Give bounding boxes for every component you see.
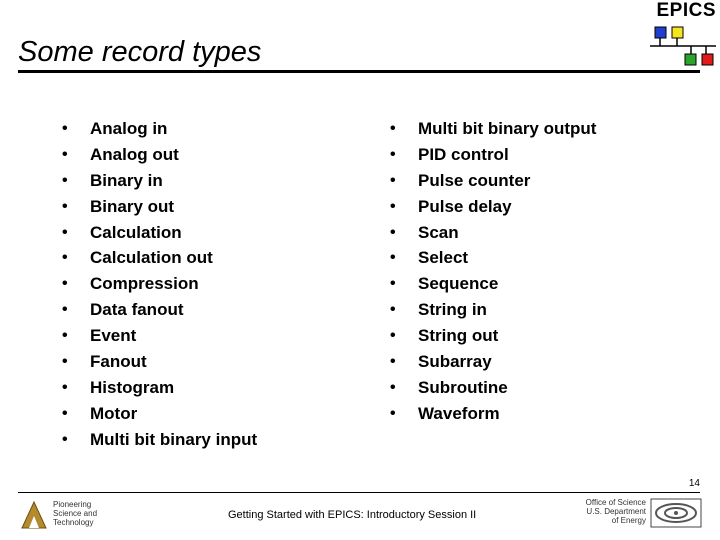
record-type-label: Pulse delay bbox=[418, 196, 512, 216]
record-type-label: Waveform bbox=[418, 403, 500, 423]
record-type-item bbox=[62, 271, 257, 297]
footer-divider bbox=[18, 492, 700, 493]
bullet-icon: • bbox=[390, 120, 396, 137]
record-type-label: Multi bit binary input bbox=[90, 429, 258, 449]
record-type-label: Multi bit binary output bbox=[418, 119, 597, 138]
bullet-icon: • bbox=[62, 378, 68, 396]
record-type-item bbox=[390, 142, 596, 168]
footer-left-line: Pioneering bbox=[53, 500, 92, 509]
doe-logo-icon bbox=[650, 498, 702, 528]
slide-title: Some record types bbox=[18, 36, 262, 68]
bullet-icon: • bbox=[390, 249, 396, 267]
record-type-item bbox=[62, 168, 257, 194]
footer-left-text bbox=[53, 500, 97, 527]
bullet-icon: • bbox=[62, 249, 68, 267]
record-type-label: Calculation bbox=[90, 222, 182, 242]
record-type-item bbox=[62, 297, 257, 323]
record-type-label: Event bbox=[90, 326, 137, 346]
record-type-item bbox=[62, 349, 257, 375]
record-type-item bbox=[62, 375, 257, 401]
record-type-item bbox=[62, 245, 257, 271]
record-type-label: Data fanout bbox=[90, 300, 184, 320]
record-type-label: String in bbox=[418, 300, 487, 320]
bullet-icon: • bbox=[62, 404, 68, 422]
record-type-label: Scan bbox=[418, 222, 459, 242]
bullet-icon: • bbox=[62, 353, 68, 371]
bullet-icon: • bbox=[390, 171, 396, 189]
record-type-item bbox=[62, 142, 257, 168]
record-type-label: Analog in bbox=[90, 119, 168, 138]
record-type-item bbox=[390, 194, 596, 220]
record-type-item bbox=[62, 116, 257, 142]
bullet-icon: • bbox=[390, 197, 396, 215]
record-type-label: Analog out bbox=[90, 144, 179, 164]
footer-right-text bbox=[570, 498, 646, 525]
page-number: 14 bbox=[688, 478, 700, 489]
record-type-item bbox=[62, 427, 257, 453]
footer-left-line: Science and bbox=[53, 509, 98, 518]
footer-right-line: Office of Science bbox=[585, 498, 646, 507]
bullet-icon: • bbox=[390, 145, 396, 163]
record-type-item bbox=[390, 349, 596, 375]
bullet-icon: • bbox=[390, 223, 396, 241]
record-type-label: Subarray bbox=[418, 352, 492, 372]
record-type-item bbox=[62, 220, 257, 246]
record-type-item bbox=[390, 245, 596, 271]
bullet-icon: • bbox=[390, 404, 396, 422]
bullet-icon: • bbox=[62, 327, 68, 345]
title-divider bbox=[18, 70, 700, 73]
record-types-left-list bbox=[62, 116, 257, 453]
bullet-icon: • bbox=[390, 378, 396, 396]
epics-logo-icon bbox=[648, 24, 718, 70]
bullet-icon: • bbox=[62, 275, 68, 293]
record-type-item bbox=[390, 297, 596, 323]
bullet-icon: • bbox=[62, 301, 68, 319]
bullet-icon: • bbox=[390, 275, 396, 293]
record-type-label: Fanout bbox=[90, 352, 147, 372]
record-type-label: String out bbox=[418, 326, 499, 346]
bullet-icon: • bbox=[62, 223, 68, 241]
footer-right-line: U.S. Department bbox=[586, 507, 646, 516]
record-type-label: PID control bbox=[418, 144, 509, 164]
bullet-icon: • bbox=[62, 145, 68, 163]
footer-session-title: Getting Started with EPICS: Introductory Session II bbox=[228, 509, 477, 521]
record-type-item bbox=[390, 375, 596, 401]
bullet-icon: • bbox=[390, 327, 396, 345]
record-type-label: Binary out bbox=[90, 196, 175, 216]
record-type-label: Pulse counter bbox=[418, 170, 531, 190]
record-type-label: Compression bbox=[90, 274, 199, 294]
epics-logo-text: EPICS bbox=[656, 0, 716, 21]
record-type-item bbox=[390, 323, 596, 349]
bullet-icon: • bbox=[62, 120, 68, 137]
record-type-label: Histogram bbox=[90, 377, 175, 397]
record-type-item bbox=[390, 116, 596, 142]
record-type-label: Select bbox=[418, 248, 469, 268]
record-type-item bbox=[62, 194, 257, 220]
footer-right-line: of Energy bbox=[611, 516, 646, 525]
record-type-item bbox=[390, 271, 596, 297]
record-type-label: Sequence bbox=[418, 274, 499, 294]
record-types-right-list bbox=[390, 116, 596, 427]
record-type-label: Subroutine bbox=[418, 377, 508, 397]
bullet-icon: • bbox=[390, 353, 396, 371]
bullet-icon: • bbox=[390, 301, 396, 319]
record-type-label: Binary in bbox=[90, 170, 163, 190]
bullet-icon: • bbox=[62, 430, 68, 448]
record-type-label: Calculation out bbox=[90, 248, 213, 268]
record-type-label: Motor bbox=[90, 403, 138, 423]
bullet-icon: • bbox=[62, 171, 68, 189]
record-type-item bbox=[390, 220, 596, 246]
record-type-item bbox=[62, 323, 257, 349]
record-type-item bbox=[62, 401, 257, 427]
footer-left-line: Technology bbox=[53, 518, 94, 527]
record-type-item bbox=[390, 401, 596, 427]
record-type-item bbox=[390, 168, 596, 194]
bullet-icon: • bbox=[62, 197, 68, 215]
